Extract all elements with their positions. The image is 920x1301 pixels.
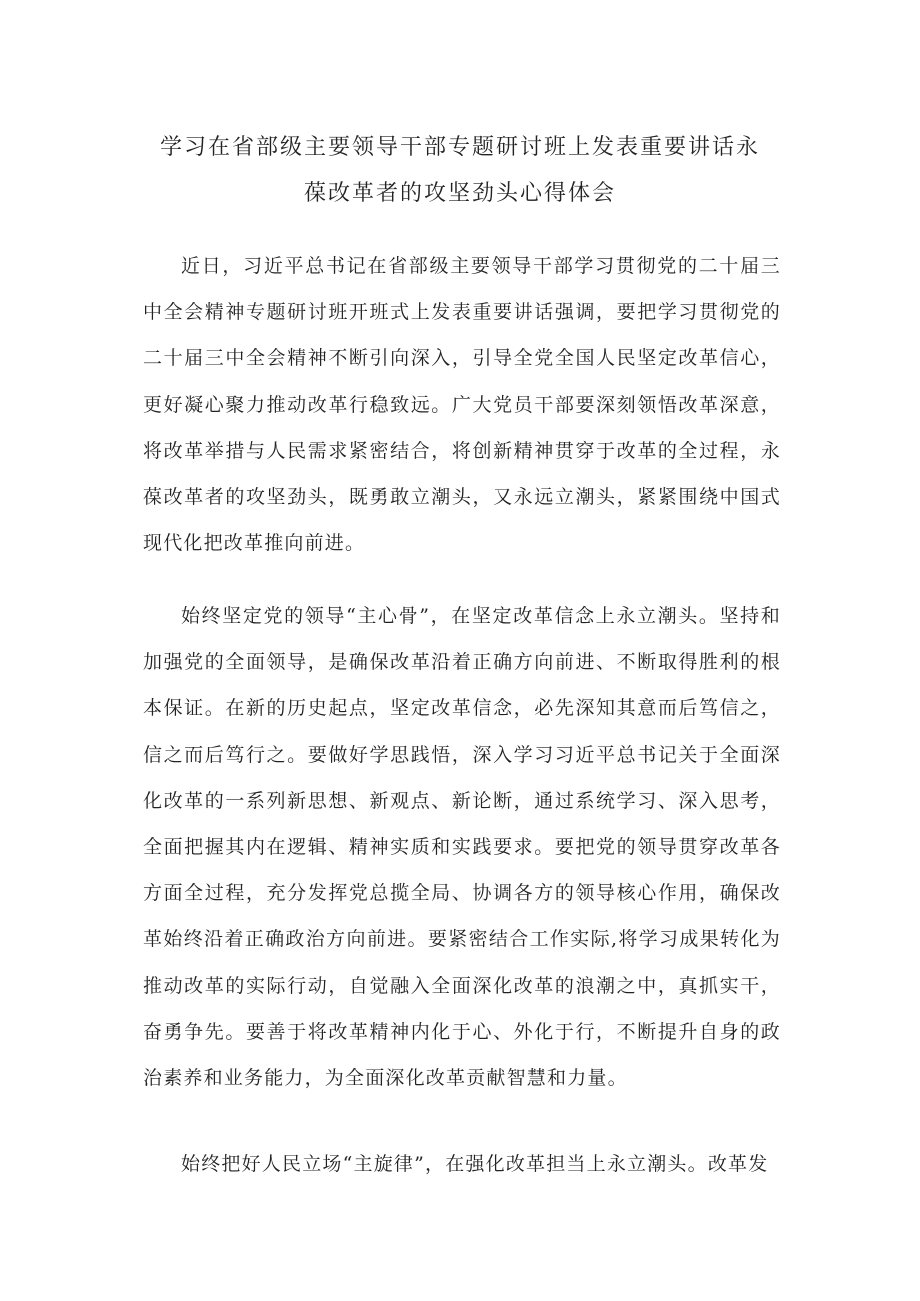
paragraph-party-leadership: 始终坚定党的领导“主心骨”，在坚定改革信念上永立潮头。坚持和加强党的全面领导，是确保改革沿着正确方向前进、不断取得胜利的根本保证。在新的历史起点，坚定改革信念，必先深知其意而后笃信之，信之而后笃行之。要做好学思践悟，深入学习习近平总书记关于全面深化改革的一系列新思想、新观点、新论断，通过系统学习、深入思考，全面把握其内在逻辑、精神实质和实践要求。要把党的领导贯穿改革各方面全过程，充分发挥党总揽全局、协调各方的领导核心作用，确保改革始终沿着正确政治方向前进。要紧密结合工作实际,将学习成果转化为推动改革的实际行动，自觉融入全面深化改革的浪潮之中，真抓实干，奋勇争先。要善于将改革精神内化于心、外化于行，不断提升自身的政治素养和业务能力，为全面深化改革贡献智慧和力量。 <box>143 605 781 1090</box>
document-title-line-1: 学习在省部级主要领导干部专题研讨班上发表重要讲话永 <box>159 135 760 160</box>
document-title-line-2: 葆改革者的攻坚劲头心得体会 <box>303 181 616 206</box>
paragraph-people-stance: 始终把好人民立场“主旋律”，在强化改革担当上永立潮头。改革发 <box>181 1153 769 1175</box>
paragraph-intro: 近日，习近平总书记在省部级主要领导干部学习贯彻党的二十届三中全会精神专题研讨班开班式上发表重要讲话强调，要把学习贯彻党的二十届三中全会精神不断引向深入，引导全党全国人民坚定改革信心，更好凝心聚力推动改革行稳致远。广大党员干部要深刻领悟改革深意，将改革举措与人民需求紧密结合，将创新精神贯穿于改革的全过程，永葆改革者的攻坚劲头，既勇敢立潮头，又永远立潮头，紧紧围绕中国式现代化把改革推向前进。 <box>143 255 781 555</box>
